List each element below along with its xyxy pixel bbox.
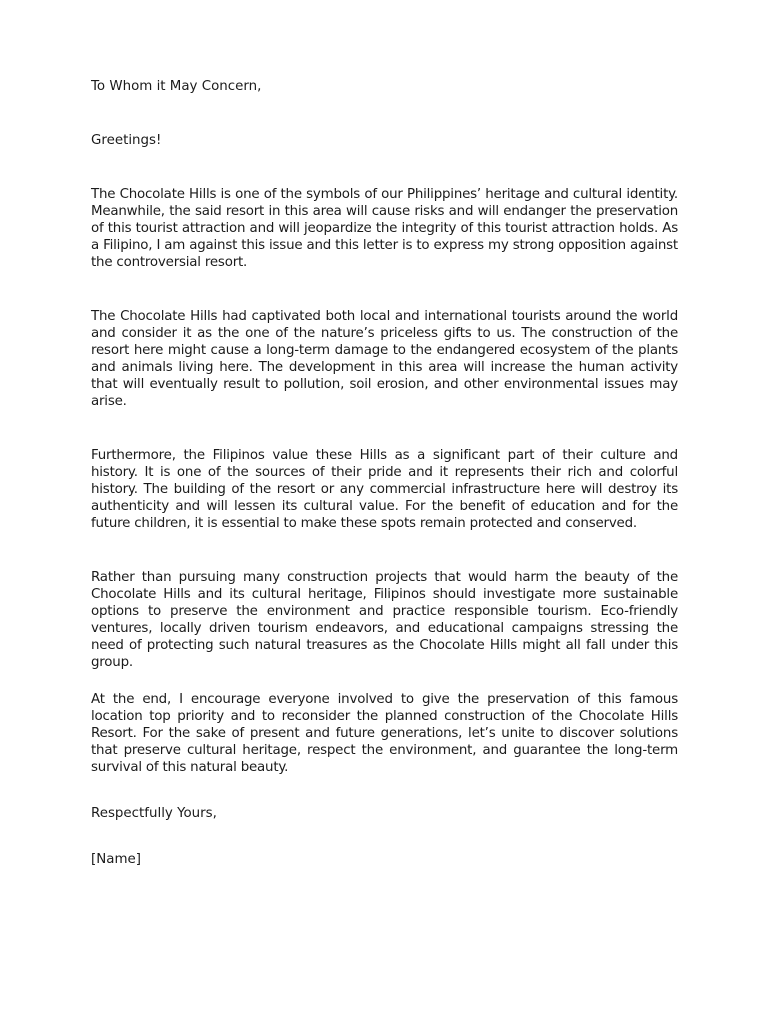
greeting: Greetings! [91, 133, 162, 148]
paragraph-heritage: The Chocolate Hills is one of the symbols of our Philippines’ heritage and cultural identity. Meanwhile, the said resort in this area will cause risks and will endanger the preservation of this tourist attraction and will jeopardize the integrity of this tourist attraction holds. As a Filipino, I am against this issue and this letter is to express my strong opposition against the controversial resort. [91, 187, 678, 270]
closing: Respectfully Yours, [91, 806, 217, 821]
paragraph-environment: The Chocolate Hills had captivated both local and international tourists around the world and consider it as the one of the nature’s priceless gifts to us. The construction of the resort here might cause a long-term damage to the endangered ecosystem of the plants and animals living here. The development in this area will increase the human activity that will eventually result to pollution, soil erosion, and other environmental issues may arise. [91, 309, 678, 409]
paragraph-culture: Furthermore, the Filipinos value these Hills as a significant part of their culture and history. It is one of the sources of their pride and it represents their rich and colorful history. The building of the resort or any commercial infrastructure here will destroy its authenticity and will lessen its cultural value. For the benefit of education and for the future children, it is essential to make these spots remain protected and conserved. [91, 448, 678, 531]
salutation: To Whom it May Concern, [91, 79, 262, 94]
letter-body [91, 78, 678, 868]
paragraph-conclusion: At the end, I encourage everyone involved to give the preservation of this famous location top priority and to reconsider the planned construction of the Chocolate Hills Resort. For the sake of present and future generations, let’s unite to discover solutions that preserve cultural heritage, respect the environment, and guarantee the long-term survival of this natural beauty. [91, 692, 678, 775]
signature-placeholder: [Name] [91, 852, 141, 867]
paragraph-alternatives: Rather than pursuing many construction projects that would harm the beauty of the Chocolate Hills and its cultural heritage, Filipinos should investigate more sustainable options to preserve the environment and practice responsible tourism. Eco-friendly ventures, locally driven tourism endeavors, and educational campaigns stressing the need of protecting such natural treasures as the Chocolate Hills might all fall under this group. [91, 570, 678, 670]
